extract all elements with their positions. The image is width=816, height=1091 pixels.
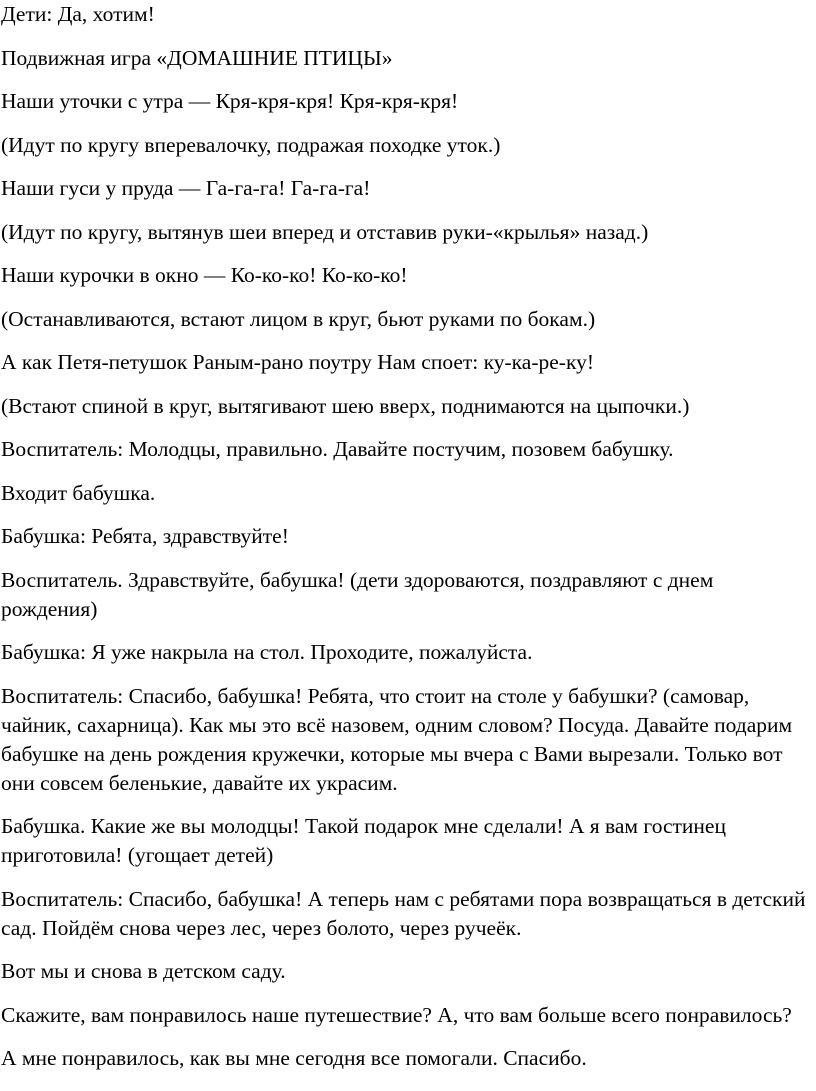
- paragraph-teacher-return: Воспитатель: Спасибо, бабушка! А теперь нам с ребятами пора возвращаться в детский сад. Пойдём снова через лес, через болото, через ручеёк.: [1, 886, 806, 940]
- paragraph-question-trip: Скажите, вам понравилось наше путешествие? А, что вам больше всего понравилось?: [1, 1002, 792, 1027]
- paragraph-geese-instruction: (Идут по кругу, вытянув шеи вперед и отставив руки-«крылья» назад.): [1, 219, 649, 244]
- paragraph-thanks: А мне понравилось, как вы мне сегодня все помогали. Спасибо.: [1, 1046, 587, 1070]
- paragraph-teacher-knock: Воспитатель: Молодцы, правильно. Давайте постучим, позовем бабушку.: [1, 437, 674, 461]
- paragraph-rooster-instruction: (Встают спиной в круг, вытягивают шею вверх, поднимаются на цыпочки.): [1, 393, 690, 418]
- paragraph-ducks-verse: Наши уточки с утра — Кря-кря-кря! Кря-кря-кря!: [1, 89, 459, 113]
- paragraph-teacher-greeting: Воспитатель. Здравствуйте, бабушка! (дети здороваются, поздравляют с днем рождения): [1, 567, 714, 621]
- paragraph-ducks-instruction: (Идут по кругу вперевалочку, подражая походке уток.): [1, 132, 501, 157]
- paragraph-geese-verse: Наши гуси у пруда — Га-га-га! Га-га-га!: [1, 176, 371, 200]
- paragraph-hens-instruction: (Останавливаются, встают лицом в круг, бьют руками по бокам.): [1, 306, 596, 331]
- paragraph-hens-verse: Наши курочки в окно — Ко-ко-ко! Ко-ко-ко!: [1, 263, 408, 287]
- paragraph-grandma-greeting: Бабушка: Ребята, здравствуйте!: [1, 524, 289, 548]
- paragraph-children-reply: Дети: Да, хотим!: [1, 2, 155, 26]
- paragraph-game-title: Подвижная игра «ДОМАШНИЕ ПТИЦЫ»: [1, 45, 393, 70]
- paragraph-rooster-verse: А как Петя-петушок Раным-рано поутру Нам споет: ку-ка-ре-ку!: [1, 350, 595, 374]
- paragraph-grandma-gift: Бабушка. Какие же вы молодцы! Такой подарок мне сделали! А я вам гостинец приготовила! (угощает детей): [1, 814, 726, 867]
- paragraph-back-kindergarten: Вот мы и снова в детском саду.: [1, 959, 286, 983]
- paragraph-grandma-enters: Входит бабушка.: [1, 480, 156, 505]
- paragraph-teacher-dishes: Воспитатель: Спасибо, бабушка! Ребята, что стоит на столе у бабушки? (самовар, чайник, сахарница). Как мы это всё назовем, одним словом? Посуда. Давайте подарим бабушке на день рождения кружечки, которые мы вчера с Вами вырезали. Только вот они совсем беленькие, давайте их украсим.: [1, 683, 793, 795]
- paragraph-grandma-table: Бабушка: Я уже накрыла на стол. Проходите, пожалуйста.: [1, 640, 533, 664]
